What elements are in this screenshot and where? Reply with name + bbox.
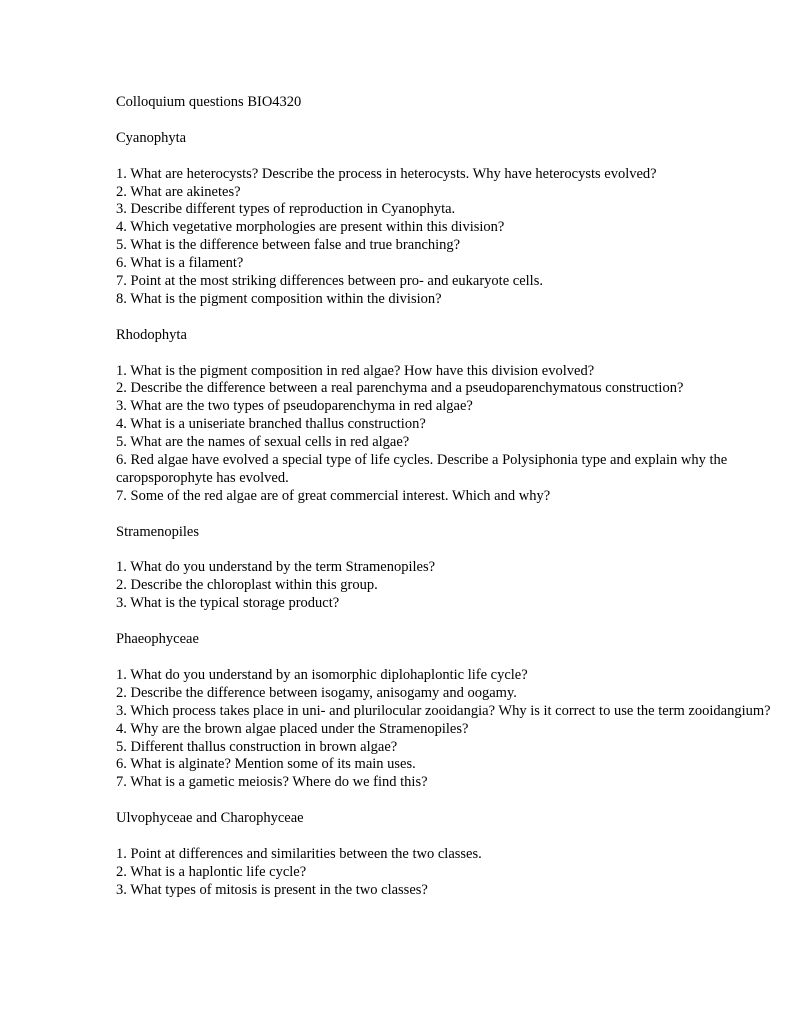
question-item: 1. What is the pigment composition in red algae? How have this division evolved? xyxy=(116,362,595,379)
section-rhodophyta xyxy=(116,327,776,506)
section-heading: Stramenopiles xyxy=(116,523,199,540)
question-item: 2. Describe the chloroplast within this group. xyxy=(116,577,378,594)
question-item: 4. What is a uniseriate branched thallus construction? xyxy=(116,416,426,433)
question-item: 1. What do you understand by an isomorphic diplohaplontic life cycle? xyxy=(116,666,528,683)
question-item: 3. Describe different types of reproduction in Cyanophyta. xyxy=(116,201,456,218)
question-item: 7. What is a gametic meiosis? Where do we find this? xyxy=(116,774,428,791)
question-item: 2. Describe the difference between isogamy, anisogamy and oogamy. xyxy=(116,684,517,701)
question-list xyxy=(116,846,776,900)
document-page xyxy=(116,94,776,900)
question-list xyxy=(116,667,776,792)
question-item: 2. What are akinetes? xyxy=(116,183,241,200)
question-item: 7. Some of the red algae are of great commercial interest. Which and why? xyxy=(116,487,551,504)
question-item: 3. What is the typical storage product? xyxy=(116,595,340,612)
question-item: 6. Red algae have evolved a special type of life cycles. Describe a Polysiphonia type and explain why the caropsporophyte has evolved. xyxy=(116,452,728,486)
question-list xyxy=(116,559,776,613)
question-list xyxy=(116,363,776,506)
question-item: 4. Which vegetative morphologies are present within this division? xyxy=(116,219,505,236)
question-item: 5. Different thallus construction in brown algae? xyxy=(116,738,398,755)
section-cyanophyta xyxy=(116,130,776,309)
question-item: 1. What are heterocysts? Describe the process in heterocysts. Why have heterocysts evolved? xyxy=(116,165,657,182)
document-title: Colloquium questions BIO4320 xyxy=(116,94,302,110)
question-item: 3. What are the two types of pseudoparenchyma in red algae? xyxy=(116,398,473,415)
question-item: 1. Point at differences and similarities between the two classes. xyxy=(116,845,482,862)
question-item: 5. What is the difference between false and true branching? xyxy=(116,237,461,254)
section-stramenopiles xyxy=(116,524,776,614)
question-item: 2. What is a haplontic life cycle? xyxy=(116,863,307,880)
question-list xyxy=(116,166,776,309)
section-heading: Ulvophyceae and Charophyceae xyxy=(116,810,304,827)
question-item: 4. Why are the brown algae placed under the Stramenopiles? xyxy=(116,720,469,737)
section-ulvophyceae-charophyceae xyxy=(116,810,776,900)
section-phaeophyceae xyxy=(116,631,776,792)
section-heading: Phaeophyceae xyxy=(116,631,199,648)
question-item: 7. Point at the most striking differences between pro- and eukaryote cells. xyxy=(116,273,543,290)
question-item: 8. What is the pigment composition within the division? xyxy=(116,290,442,307)
question-item: 3. Which process takes place in uni- and plurilocular zooidangia? Why is it correct to use the term zooidangium? xyxy=(116,702,771,719)
section-heading: Rhodophyta xyxy=(116,326,187,343)
section-heading: Cyanophyta xyxy=(116,129,187,146)
question-item: 2. Describe the difference between a real parenchyma and a pseudoparenchymatous construction? xyxy=(116,380,684,397)
question-item: 3. What types of mitosis is present in the two classes? xyxy=(116,881,428,898)
question-item: 1. What do you understand by the term Stramenopiles? xyxy=(116,559,436,576)
question-item: 6. What is alginate? Mention some of its main uses. xyxy=(116,756,416,773)
question-item: 6. What is a filament? xyxy=(116,255,244,272)
question-item: 5. What are the names of sexual cells in red algae? xyxy=(116,434,410,451)
